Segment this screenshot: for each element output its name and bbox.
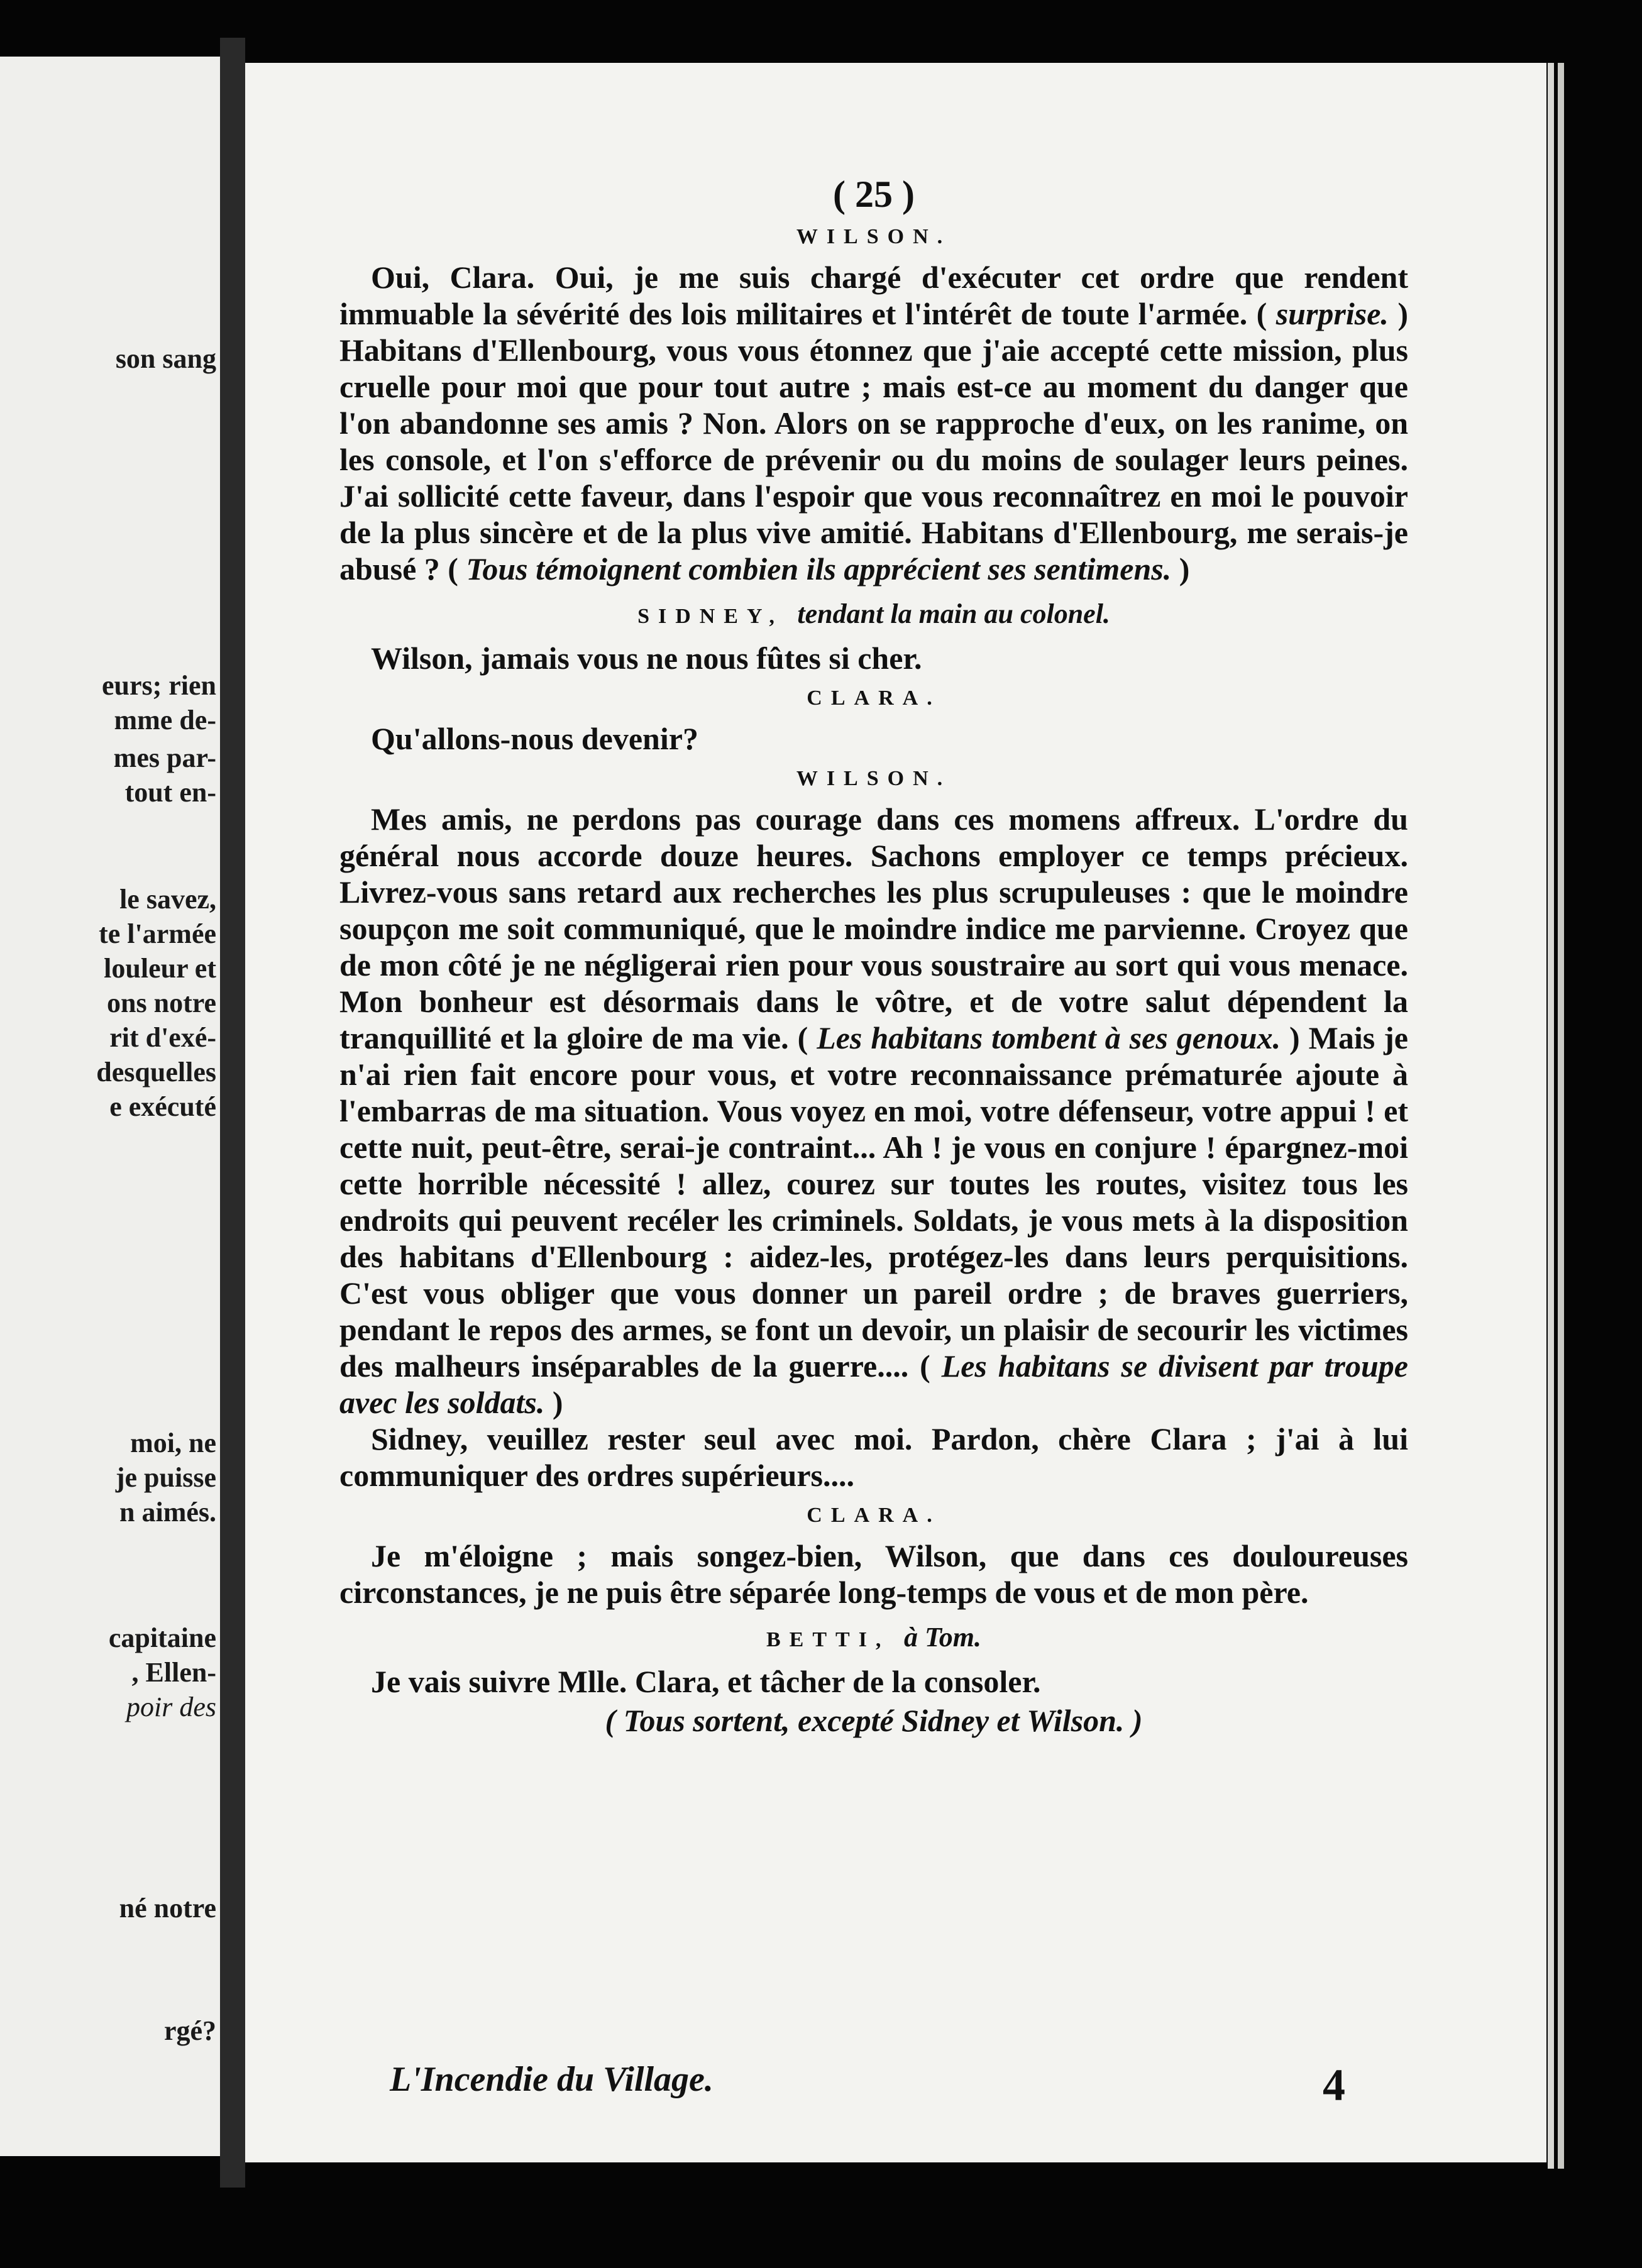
left-page-fragment: son sang (115, 343, 216, 374)
left-page-fragment: mme de- (114, 705, 216, 735)
left-page-fragment: , Ellen- (131, 1657, 216, 1688)
footer (390, 2059, 1427, 2110)
dialogue-paragraph: Je vais suivre Mlle. Clara, et tâcher de la consoler. (371, 1664, 1041, 1699)
left-page-fragment: te l'armée (99, 918, 216, 949)
speaker-with-direction (339, 1619, 1408, 1658)
stage-direction: à Tom. (903, 1622, 981, 1653)
left-page-fragment: e exécuté (109, 1091, 216, 1122)
page-edge (1548, 63, 1554, 2169)
left-page-fragment: n aimés. (119, 1497, 216, 1528)
page-number: ( 25 ) (833, 173, 915, 215)
speaker-name: SIDNEY, (637, 605, 798, 628)
page-edge (1558, 63, 1564, 2169)
left-page-fragment: rit d'exé- (109, 1022, 216, 1053)
page-text (339, 173, 1408, 1739)
speaker-name: CLARA. (807, 686, 941, 710)
dialogue-paragraph: Wilson, jamais vous ne nous fûtes si cher. (371, 641, 922, 676)
speaker-name: WILSON. (796, 767, 952, 790)
left-page-fragment: le savez, (119, 884, 216, 915)
dialogue-paragraph: Oui, Clara. Oui, je me suis chargé d'exécuter cet ordre que rendent immuable la sévérité des lois militaires et l'intérêt de toute l'armée. ( surprise. ) Habitans d'Ellenbourg, vous vous étonnez que j'aie accepté cette mission, plus cruelle pour moi que pour tout autre ; mais est-ce au moment du danger que l'on abandonne ses amis ? Non. Alors on se rapproche d'eux, on les ranime, on les console, et l'on s'efforce de prévenir ou du moins de soulager leurs peines. J'ai sollicité cette faveur, dans l'espoir que vous reconnaîtrez en moi le pouvoir de la plus sincère et de la plus vive amitié. Habitans d'Ellenbourg, me serais-je abusé ? ( Tous témoignent combien ils apprécient ses sentimens. ) (339, 260, 1408, 586)
speaker-name: WILSON. (796, 225, 952, 248)
signature-mark: 4 (1323, 2060, 1345, 2110)
left-page-fragment: poir des (126, 1692, 216, 1722)
stage-direction: tendant la main au colonel. (797, 598, 1110, 629)
left-page-fragment: mes par- (113, 742, 216, 773)
main-page (245, 63, 1546, 2162)
left-page-fragment: desquelles (96, 1057, 216, 1087)
speaker-with-direction (339, 596, 1408, 635)
left-page-fragment: capitaine (108, 1622, 216, 1653)
left-page-fragment: né notre (119, 1893, 216, 1924)
left-page-fragment: tout en- (124, 777, 216, 808)
left-page (0, 57, 224, 2156)
dialogue-paragraph: Je m'éloigne ; mais songez-bien, Wilson, que dans ces douloureuses circonstances, je ne puis être séparée long-temps de vous et de mon père. (339, 1538, 1408, 1610)
left-page-fragment: ons notre (107, 988, 216, 1018)
stage-direction: ( Tous sortent, excepté Sidney et Wilson. ) (605, 1703, 1143, 1738)
left-page-fragment: louleur et (104, 953, 216, 984)
left-page-fragment: je puisse (115, 1462, 216, 1493)
dialogue-paragraph: Qu'allons-nous devenir? (371, 721, 698, 756)
left-page-fragment: eurs; rien (101, 670, 216, 701)
dialogue-paragraph: Mes amis, ne perdons pas courage dans ces momens affreux. L'ordre du général nous accorde douze heures. Sachons employer ce temps précieux. Livrez-vous sans retard aux recherches les plus scrupuleuses : que le moindre soupçon me soit communiqué, que le moindre indice me parvienne. Croyez que de mon côté je ne négligerai rien pour vous soustraire au sort qui vous menace. Mon bonheur est désormais dans le vôtre, et de votre salut dépendent la tranquillité et la gloire de ma vie. ( Les habitans tombent à ses genoux. ) Mais je n'ai rien fait encore pour vous, et votre reconnaissance prématurée ajoute à l'embarras de ma situation. Vous voyez en moi, votre défenseur, votre appui ! et cette nuit, peut-être, serai-je contraint... Ah ! je vous en conjure ! épargnez-moi cette horrible nécessité ! allez, courez sur toutes les routes, visitez tous les endroits qui peuvent recéler les criminels. Soldats, je vous mets à la disposition des habitans d'Ellenbourg : aidez-les, protégez-les dans leurs perquisitions. C'est vous obliger que vous donner un pareil ordre ; de braves guerriers, pendant le repos des armes, se font un devoir, un plaisir de secourir les victimes des malheurs inséparables de la guerre.... ( Les habitans se divisent par troupe avec les soldats. ) (339, 801, 1408, 1420)
book-gutter (220, 38, 245, 2188)
dialogue-paragraph: Sidney, veuillez rester seul avec moi. Pardon, chère Clara ; j'ai à lui communiquer des ordres supérieurs.... (339, 1421, 1408, 1493)
speaker-name: BETTI, (766, 1628, 904, 1651)
footer-title: L'Incendie du Village. (390, 2060, 714, 2099)
left-page-fragment: rgé? (163, 2015, 216, 2046)
speaker-name: CLARA. (807, 1504, 941, 1527)
left-page-fragment: moi, ne (130, 1428, 216, 1458)
